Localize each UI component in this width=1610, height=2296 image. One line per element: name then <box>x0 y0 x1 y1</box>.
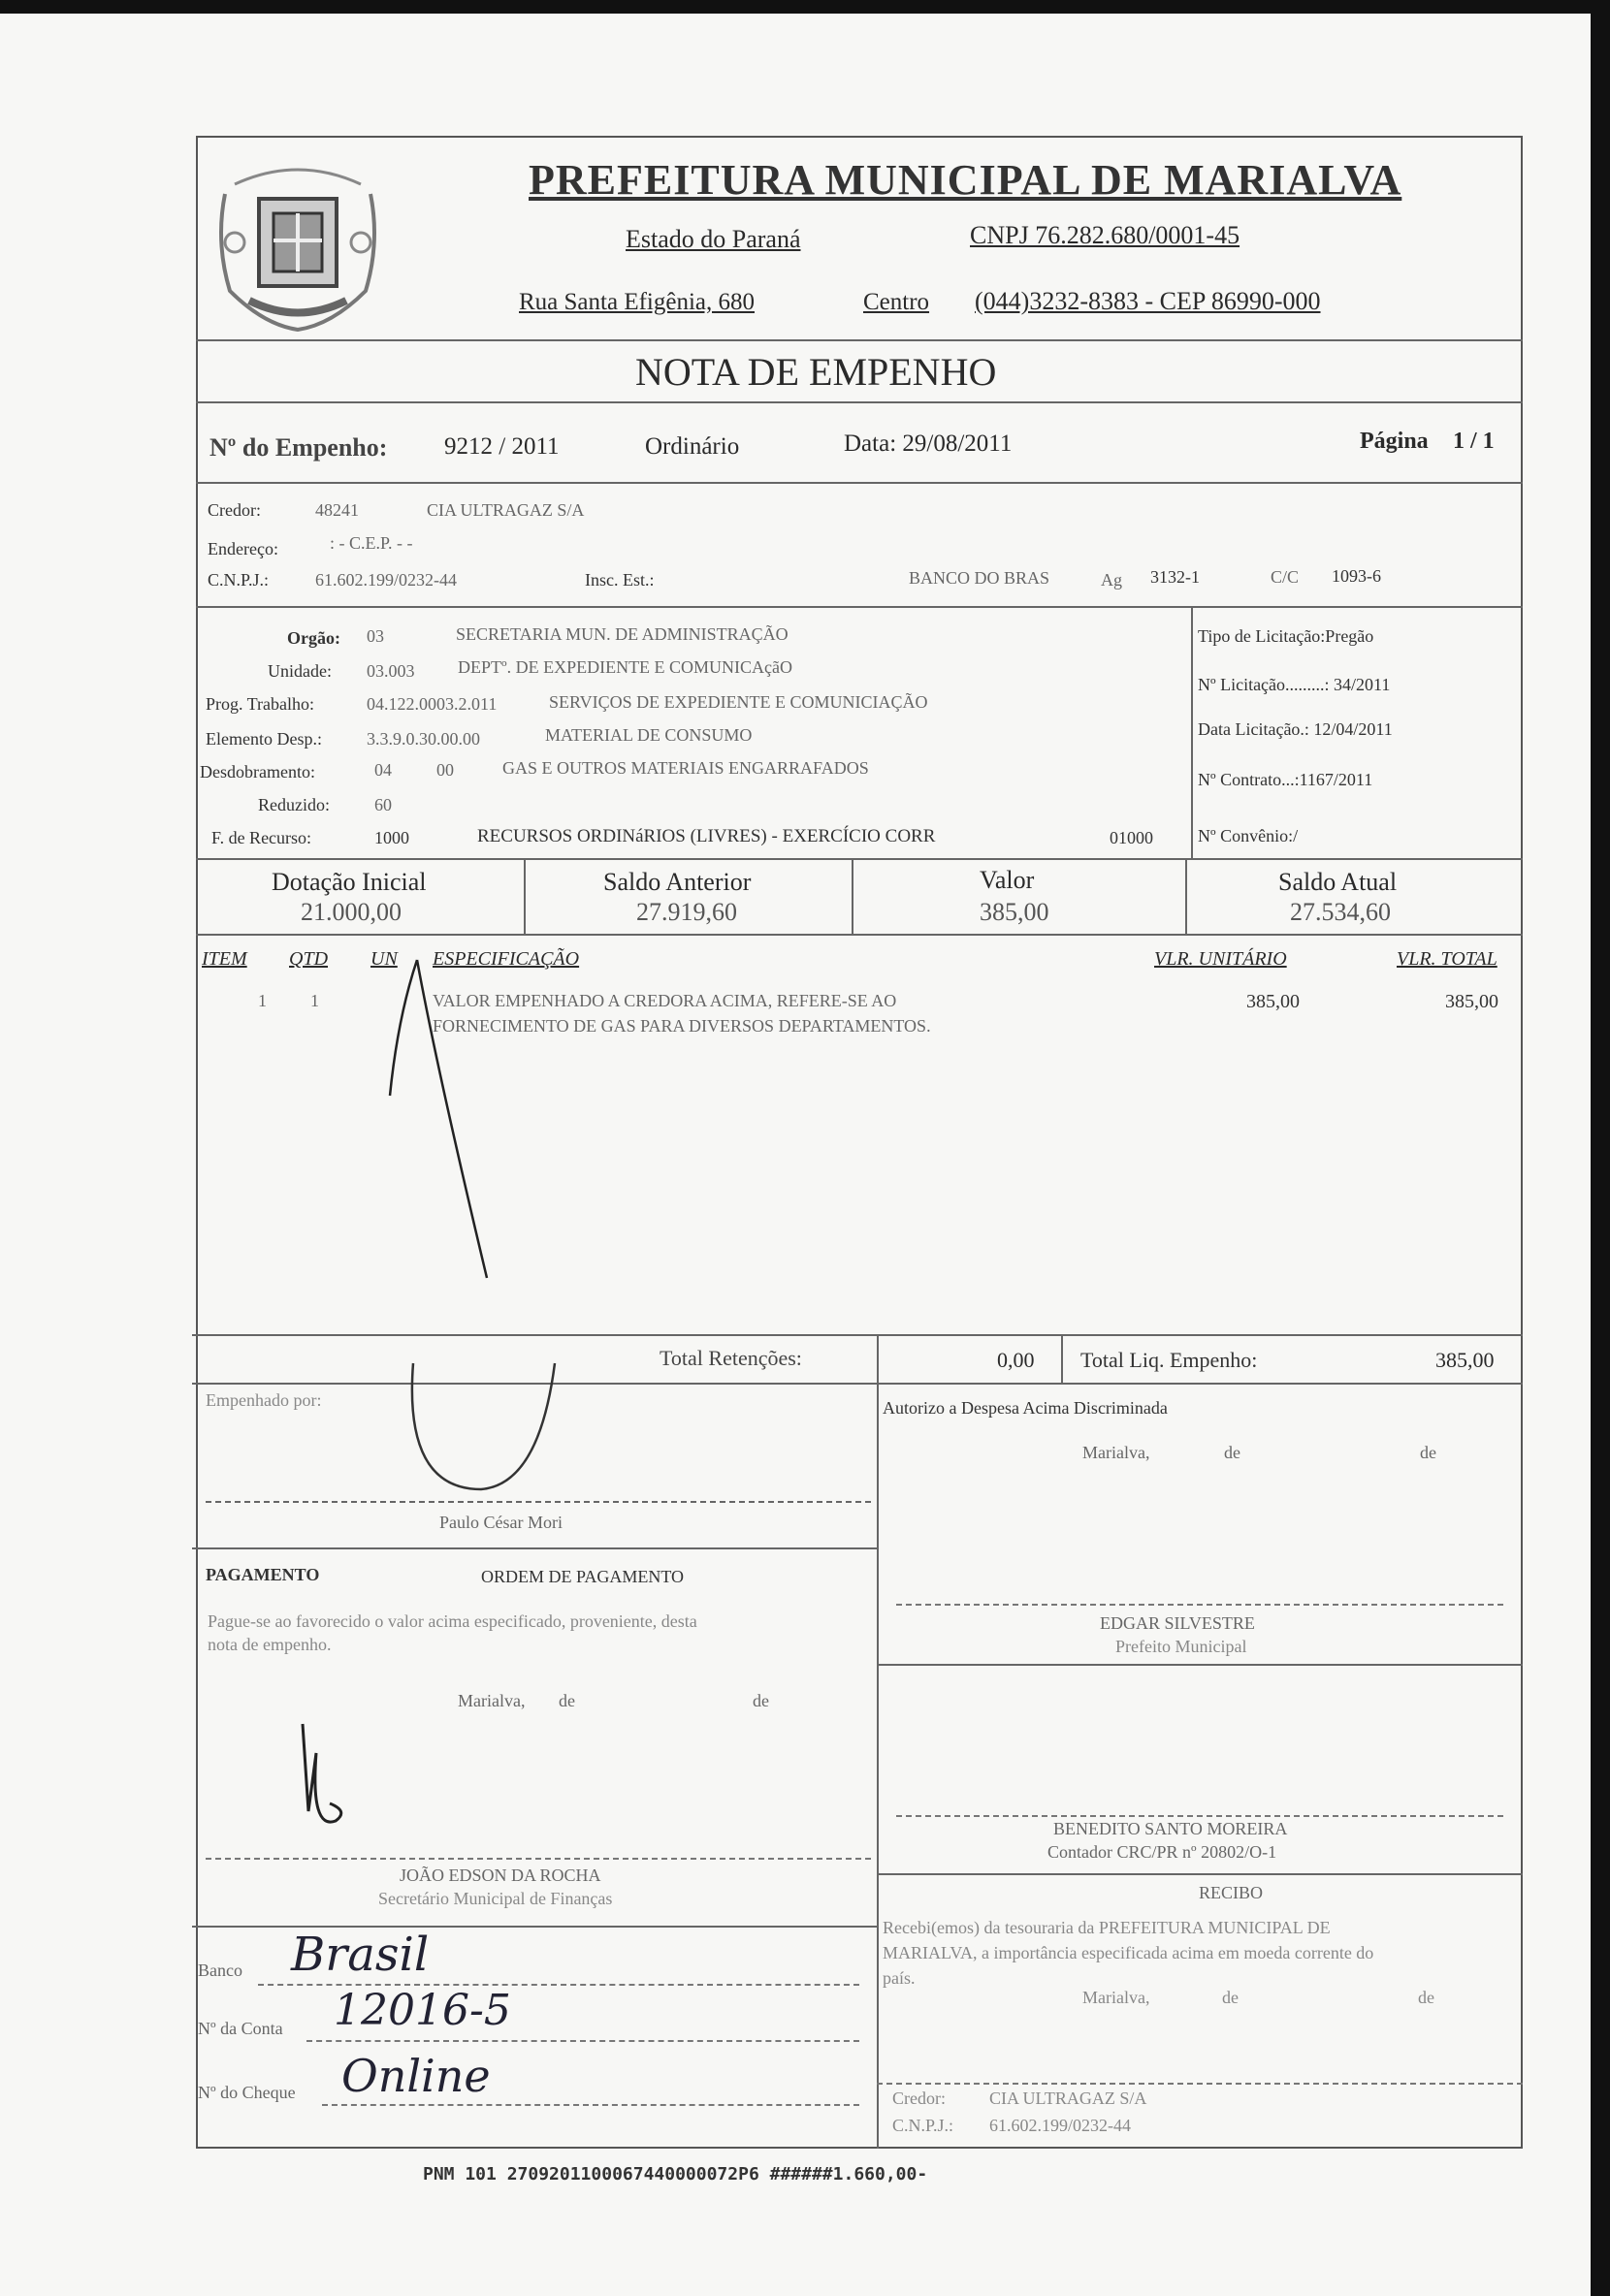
item-qtd: 1 <box>310 991 319 1010</box>
recurso-code: 1000 <box>374 828 409 847</box>
recibo-credor-label: Credor: <box>892 2089 946 2108</box>
dotacao-inicial-value: 21.000,00 <box>301 898 402 926</box>
empenho-date: Data: 29/08/2011 <box>844 430 1013 457</box>
divider <box>196 606 1523 608</box>
account-label: C/C <box>1271 567 1300 587</box>
item-spec-line1: VALOR EMPENHADO A CREDORA ACIMA, REFERE-SE AO <box>433 991 897 1010</box>
secretario-name: JOÃO EDSON DA ROCHA <box>400 1866 601 1885</box>
empenhado-name: Paulo César Mori <box>439 1513 563 1532</box>
header-state: Estado do Paraná <box>626 225 801 253</box>
credor-label: Credor: <box>208 500 261 520</box>
recibo-place: Marialva, <box>1082 1988 1150 2007</box>
total-retencoes-value: 0,00 <box>997 1348 1035 1372</box>
total-liq-value: 385,00 <box>1435 1348 1495 1372</box>
reduzido-value: 60 <box>374 795 392 814</box>
orgao-code: 03 <box>367 626 384 646</box>
item-vlr-unitario: 385,00 <box>1246 991 1300 1012</box>
recibo-de1: de <box>1222 1988 1239 2007</box>
left-de1: de <box>559 1691 575 1710</box>
orgao-label: Orgão: <box>287 628 340 648</box>
header-cnpj: CNPJ 76.282.680/0001-45 <box>970 221 1240 249</box>
empenhado-label: Empenhado por: <box>206 1390 322 1410</box>
account-value: 1093-6 <box>1332 566 1381 586</box>
col-especificacao: ESPECIFICAÇÃO <box>433 948 580 970</box>
unidade-name: DEPTº. DE EXPEDIENTE E COMUNICAçãO <box>458 657 793 677</box>
elemento-label: Elemento Desp.: <box>206 729 322 749</box>
recurso-number: 01000 <box>1110 828 1153 847</box>
right-de2: de <box>1420 1443 1436 1462</box>
initials-signature-mark <box>291 1714 369 1850</box>
signature-line <box>206 1501 871 1503</box>
endereco-value: : - C.E.P. - - <box>330 533 413 553</box>
divider <box>1191 606 1193 860</box>
elemento-name: MATERIAL DE CONSUMO <box>545 725 753 745</box>
bank-name: BANCO DO BRAS <box>909 568 1050 588</box>
licitacao-numero: Nº Licitação.........: 34/2011 <box>1198 675 1391 694</box>
divider <box>877 1873 1523 1875</box>
secretario-title: Secretário Municipal de Finanças <box>378 1889 613 1908</box>
total-liq-label: Total Liq. Empenho: <box>1080 1348 1258 1372</box>
divider <box>192 1334 1523 1336</box>
cheque-label: Nº do Cheque <box>198 2083 296 2102</box>
recibo-line1: Recebi(emos) da tesouraria da PREFEITURA MUNICIPAL DE <box>883 1918 1331 1937</box>
divider <box>196 482 1523 484</box>
item-spec-line2: FORNECIMENTO DE GAS PARA DIVERSOS DEPARTAMENTOS. <box>433 1016 931 1036</box>
header-title: PREFEITURA MUNICIPAL DE MARIALVA <box>529 156 1402 204</box>
recibo-cnpj-value: 61.602.199/0232-44 <box>989 2116 1131 2135</box>
divider <box>192 1547 877 1549</box>
col-vlr-total: VLR. TOTAL <box>1397 948 1497 970</box>
prefeito-name: EDGAR SILVESTRE <box>1100 1613 1255 1633</box>
desdobramento-a: 04 <box>374 760 392 780</box>
scan-top-border <box>0 0 1610 14</box>
recibo-line3: país. <box>883 1968 916 1988</box>
cheque-handwritten: Online <box>341 2050 491 2102</box>
contador-title: Contador CRC/PR nº 20802/O-1 <box>1047 1842 1277 1862</box>
autorizo-label: Autorizo a Despesa Acima Discriminada <box>883 1398 1168 1418</box>
right-place: Marialva, <box>1082 1443 1150 1462</box>
divider <box>196 934 1523 936</box>
total-retencoes-label: Total Retenções: <box>660 1346 802 1370</box>
unidade-label: Unidade: <box>268 661 332 681</box>
footer-code: PNM 101 2709201100067440000072P6 ######1.660,00- <box>423 2164 928 2184</box>
cnpj-label: C.N.P.J.: <box>208 570 270 590</box>
cheque-line <box>322 2104 859 2106</box>
dotacao-inicial-label: Dotação Inicial <box>272 868 427 896</box>
convenio-numero: Nº Convênio:/ <box>1198 826 1299 845</box>
insc-label: Insc. Est.: <box>585 570 655 590</box>
divider <box>196 401 1523 403</box>
unidade-code: 03.003 <box>367 661 415 681</box>
endereco-label: Endereço: <box>208 539 278 558</box>
orgao-name: SECRETARIA MUN. DE ADMINISTRAÇÃO <box>456 624 789 644</box>
licitacao-tipo: Tipo de Licitação:Pregão <box>1198 626 1374 646</box>
conta-label: Nº da Conta <box>198 2019 283 2038</box>
doc-title: NOTA DE EMPENHO <box>635 350 997 394</box>
col-item: ITEM <box>202 948 247 970</box>
prog-code: 04.122.0003.2.011 <box>367 694 498 714</box>
recurso-label: F. de Recurso: <box>211 828 312 847</box>
scan-right-border <box>1591 0 1610 2296</box>
signature-mark <box>403 1344 568 1499</box>
prog-name: SERVIÇOS DE EXPEDIENTE E COMUNICIAÇÃO <box>549 692 928 712</box>
agency-label: Ag <box>1101 570 1122 590</box>
divider <box>877 1334 879 1385</box>
col-un: UN <box>370 948 398 970</box>
col-qtd: QTD <box>289 948 329 970</box>
header-address: Rua Santa Efigênia, 680 <box>519 289 755 315</box>
divider <box>852 858 853 934</box>
header-district: Centro <box>863 289 930 315</box>
pague-line2: nota de empenho. <box>208 1635 332 1654</box>
ordem-pagamento-label: ORDEM DE PAGAMENTO <box>481 1567 685 1586</box>
recibo-title: RECIBO <box>1199 1883 1264 1902</box>
licitacao-data: Data Licitação.: 12/04/2011 <box>1198 719 1393 739</box>
right-de1: de <box>1224 1443 1240 1462</box>
contador-name: BENEDITO SANTO MOREIRA <box>1053 1819 1288 1838</box>
left-de2: de <box>753 1691 769 1710</box>
recibo-cnpj-label: C.N.P.J.: <box>892 2116 954 2135</box>
conta-handwritten: 12016-5 <box>334 1986 511 2035</box>
saldo-anterior-label: Saldo Anterior <box>603 868 752 896</box>
signature-line <box>206 1858 871 1860</box>
empenho-label: Nº do Empenho: <box>209 433 388 462</box>
signature-line <box>896 1604 1503 1606</box>
municipal-crest-icon <box>206 155 390 335</box>
page-label: Página <box>1360 429 1429 454</box>
banco-label: Banco <box>198 1961 242 1980</box>
desdobramento-name: GAS E OUTROS MATERIAIS ENGARRAFADOS <box>502 758 869 778</box>
cnpj-value: 61.602.199/0232-44 <box>315 570 457 590</box>
col-vlr-unitario: VLR. UNITÁRIO <box>1154 948 1287 970</box>
header-phone-cep: (044)3232-8383 - CEP 86990-000 <box>975 287 1321 315</box>
agency-value: 3132-1 <box>1150 567 1200 587</box>
saldo-atual-value: 27.534,60 <box>1290 898 1391 926</box>
item-vlr-total: 385,00 <box>1445 991 1498 1012</box>
divider <box>192 1383 1523 1385</box>
contrato-numero: Nº Contrato...:1167/2011 <box>1198 770 1373 789</box>
signature-line <box>877 2083 1523 2085</box>
credor-name: CIA ULTRAGAZ S/A <box>427 500 585 520</box>
signature-line <box>896 1815 1503 1817</box>
desdobramento-b: 00 <box>436 760 454 780</box>
prefeito-title: Prefeito Municipal <box>1115 1637 1247 1656</box>
divider <box>196 858 1523 860</box>
pague-line1: Pague-se ao favorecido o valor acima especificado, proveniente, desta <box>208 1611 697 1631</box>
recibo-credor-name: CIA ULTRAGAZ S/A <box>989 2089 1147 2108</box>
empenho-number: 9212 / 2011 <box>444 433 560 460</box>
divider <box>1061 1334 1063 1385</box>
item-number: 1 <box>258 991 267 1010</box>
empenho-type: Ordinário <box>645 433 740 460</box>
valor-value: 385,00 <box>980 898 1049 926</box>
divider <box>196 339 1523 341</box>
reduzido-label: Reduzido: <box>258 795 330 814</box>
recibo-de2: de <box>1418 1988 1434 2007</box>
valor-label: Valor <box>980 866 1035 894</box>
pagamento-label: PAGAMENTO <box>206 1565 320 1584</box>
prog-label: Prog. Trabalho: <box>206 694 315 714</box>
pen-stroke-mark <box>378 941 514 1328</box>
desdobramento-label: Desdobramento: <box>200 762 315 781</box>
banco-handwritten: Brasil <box>291 1928 430 1982</box>
divider <box>1185 858 1187 934</box>
left-place: Marialva, <box>458 1691 526 1710</box>
recibo-line2: MARIALVA, a importância especificada acima em moeda corrente do <box>883 1943 1374 1962</box>
credor-code: 48241 <box>315 500 359 520</box>
divider <box>524 858 526 934</box>
elemento-code: 3.3.9.0.30.00.00 <box>367 729 480 749</box>
divider <box>877 1383 879 2149</box>
saldo-atual-label: Saldo Atual <box>1278 868 1398 896</box>
conta-line <box>306 2040 859 2042</box>
recurso-name: RECURSOS ORDINáRIOS (LIVRES) - EXERCÍCIO CORR <box>477 826 936 846</box>
divider <box>877 1664 1523 1666</box>
saldo-anterior-value: 27.919,60 <box>636 898 737 926</box>
page-number: 1 / 1 <box>1453 429 1495 454</box>
